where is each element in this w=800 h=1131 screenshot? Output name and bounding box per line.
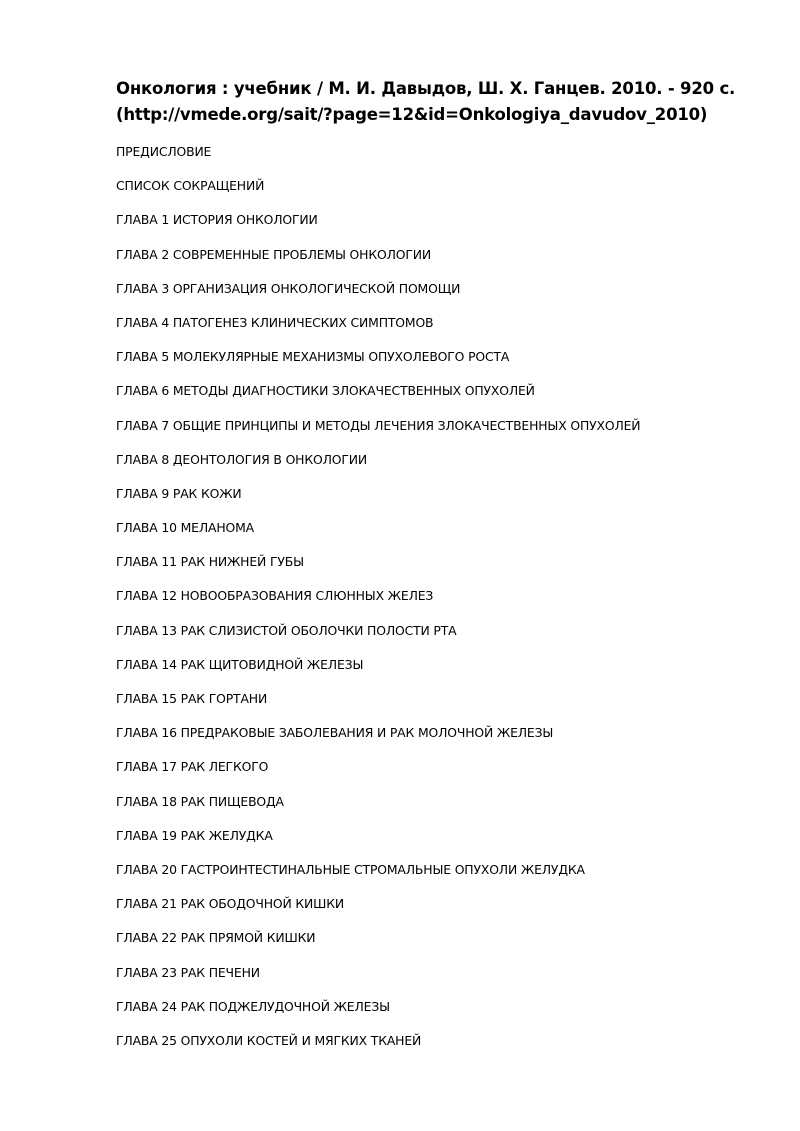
toc-item: ГЛАВА 4 ПАТОГЕНЕЗ КЛИНИЧЕСКИХ СИМПТОМОВ [116,314,434,330]
title-line-2-source-link: (http://vmede.org/sait/?page=12&id=Onkologiya_davudov_2010) [116,105,708,124]
document-title [116,76,766,128]
toc-item: ГЛАВА 5 МОЛЕКУЛЯРНЫЕ МЕХАНИЗМЫ ОПУХОЛЕВОГО РОСТА [116,349,510,365]
toc-item: ГЛАВА 21 РАК ОБОДОЧНОЙ КИШКИ [116,896,345,912]
toc-item: ГЛАВА 11 РАК НИЖНЕЙ ГУБЫ [116,554,304,570]
table-of-contents [116,143,640,1066]
toc-item: ГЛАВА 20 ГАСТРОИНТЕСТИНАЛЬНЫЕ СТРОМАЛЬНЫЕ ОПУХОЛИ ЖЕЛУДКА [116,861,585,877]
toc-item: ГЛАВА 13 РАК СЛИЗИСТОЙ ОБОЛОЧКИ ПОЛОСТИ РТА [116,622,457,638]
toc-item: ГЛАВА 17 РАК ЛЕГКОГО [116,759,269,775]
toc-item: ГЛАВА 9 РАК КОЖИ [116,485,242,501]
toc-item: СПИСОК СОКРАЩЕНИЙ [116,178,265,194]
toc-item: ГЛАВА 7 ОБЩИЕ ПРИНЦИПЫ И МЕТОДЫ ЛЕЧЕНИЯ ЗЛОКАЧЕСТВЕННЫХ ОПУХОЛЕЙ [116,417,641,433]
toc-item: ГЛАВА 1 ИСТОРИЯ ОНКОЛОГИИ [116,212,318,228]
toc-item: ГЛАВА 10 МЕЛАНОМА [116,520,254,536]
toc-item: ПРЕДИСЛОВИЕ [116,144,212,159]
toc-item: ГЛАВА 15 РАК ГОРТАНИ [116,691,268,706]
toc-item: ГЛАВА 12 НОВООБРАЗОВАНИЯ СЛЮННЫХ ЖЕЛЕЗ [116,588,434,604]
toc-item: ГЛАВА 2 СОВРЕМЕННЫЕ ПРОБЛЕМЫ ОНКОЛОГИИ [116,246,431,262]
toc-item: ГЛАВА 24 РАК ПОДЖЕЛУДОЧНОЙ ЖЕЛЕЗЫ [116,998,390,1014]
toc-item: ГЛАВА 14 РАК ЩИТОВИДНОЙ ЖЕЛЕЗЫ [116,656,364,672]
toc-item: ГЛАВА 22 РАК ПРЯМОЙ КИШКИ [116,930,316,946]
toc-item: ГЛАВА 19 РАК ЖЕЛУДКА [116,827,273,843]
toc-item: ГЛАВА 8 ДЕОНТОЛОГИЯ В ОНКОЛОГИИ [116,451,368,467]
toc-item: ГЛАВА 6 МЕТОДЫ ДИАГНОСТИКИ ЗЛОКАЧЕСТВЕННЫХ ОПУХОЛЕЙ [116,383,535,399]
toc-item: ГЛАВА 18 РАК ПИЩЕВОДА [116,793,284,809]
toc-item: ГЛАВА 23 РАК ПЕЧЕНИ [116,964,260,980]
toc-item: ГЛАВА 16 ПРЕДРАКОВЫЕ ЗАБОЛЕВАНИЯ И РАК МОЛОЧНОЙ ЖЕЛЕЗЫ [116,725,554,741]
title-line-1: Онкология : учебник / М. И. Давыдов, Ш. Х. Ганцев. 2010. - 920 с. [116,79,736,98]
toc-item: ГЛАВА 3 ОРГАНИЗАЦИЯ ОНКОЛОГИЧЕСКОЙ ПОМОЩИ [116,280,461,296]
toc-item: ГЛАВА 25 ОПУХОЛИ КОСТЕЙ И МЯГКИХ ТКАНЕЙ [116,1032,422,1048]
